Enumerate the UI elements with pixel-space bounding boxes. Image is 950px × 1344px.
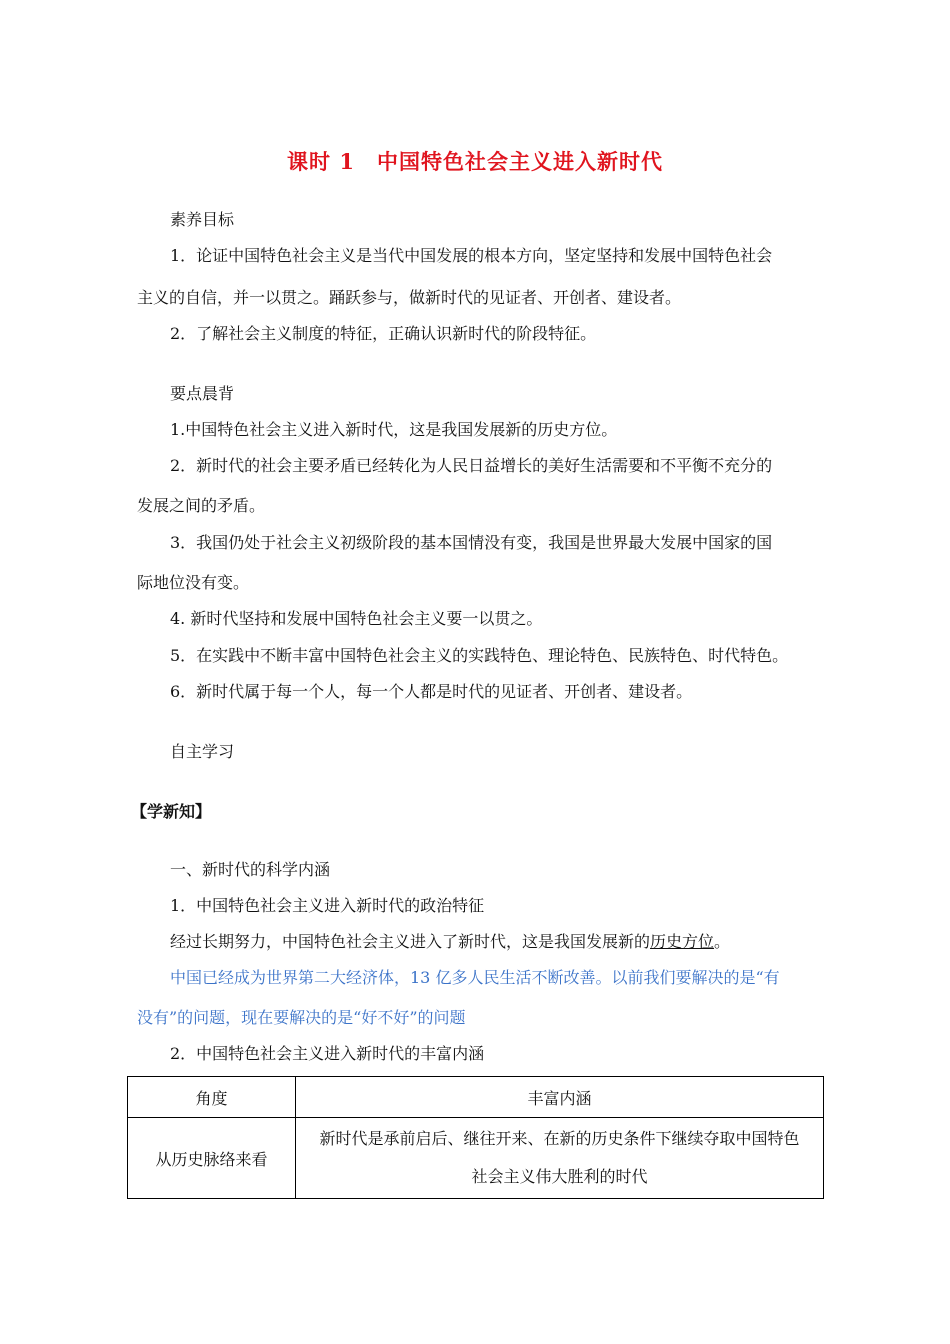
table-cell-meaning-line-2: 社会主义伟大胜利的时代 <box>471 1167 648 1186</box>
section-1-text-pre: 经过长期努力，中国特色社会主义进入了新时代，这是我国发展新的 <box>170 932 651 951</box>
key-point-1: 1.中国特色社会主义进入新时代，这是我国发展新的历史方位。 <box>170 420 618 439</box>
learn-new-knowledge-heading: 【学新知】 <box>131 802 212 821</box>
table-header-meaning: 丰富内涵 <box>296 1077 824 1118</box>
key-point-6: 6．新时代属于每一个人，每一个人都是时代的见证者、开创者、建设者。 <box>170 682 693 701</box>
section-1-text-post: 。 <box>714 932 731 951</box>
table-cell-meaning-line-1: 新时代是承前启后、继往开来、在新的历史条件下继续夺取中国特色 <box>319 1129 800 1148</box>
goals-item-1-line-1: 1．论证中国特色社会主义是当代中国发展的根本方向，坚定坚持和发展中国特色社会 <box>170 246 773 265</box>
table-header-aspect: 角度 <box>128 1077 296 1118</box>
note-line-2: 没有”的问题，现在要解决的是“好不好”的问题 <box>137 1008 466 1027</box>
key-point-2-line-2: 发展之间的矛盾。 <box>137 496 266 515</box>
table-cell-aspect: 从历史脉络来看 <box>128 1118 296 1199</box>
table-row <box>128 1118 824 1199</box>
key-point-4: 4. 新时代坚持和发展中国特色社会主义要一以贯之。 <box>170 609 543 628</box>
self-study-heading: 自主学习 <box>170 742 235 761</box>
section-1-item-1: 1．中国特色社会主义进入新时代的政治特征 <box>170 896 485 915</box>
key-point-3-line-2: 际地位没有变。 <box>137 573 250 592</box>
section-1-text <box>170 932 730 952</box>
key-point-3-line-1: 3．我国仍处于社会主义初级阶段的基本国情没有变，我国是世界最大发展中国家的国 <box>170 533 773 552</box>
table-header-row <box>128 1077 824 1118</box>
note-line-1: 中国已经成为世界第二大经济体，13 亿多人民生活不断改善。以前我们要解决的是“有 <box>170 968 780 987</box>
key-points-heading: 要点晨背 <box>170 384 235 403</box>
goals-item-1-line-2: 主义的自信，并一以贯之。踊跃参与，做新时代的见证者、开创者、建设者。 <box>137 288 682 307</box>
page-title: 课时 1 中国特色社会主义进入新时代 <box>287 149 663 174</box>
section-1-item-2: 2．中国特色社会主义进入新时代的丰富内涵 <box>170 1044 485 1063</box>
goals-heading: 素养目标 <box>170 210 235 229</box>
key-point-5: 5．在实践中不断丰富中国特色社会主义的实践特色、理论特色、民族特色、时代特色。 <box>170 646 789 665</box>
goals-item-2: 2．了解社会主义制度的特征，正确认识新时代的阶段特征。 <box>170 324 597 343</box>
table-cell-meaning <box>296 1118 824 1199</box>
historical-position-term: 历史方位 <box>650 932 715 951</box>
section-1-heading: 一、新时代的科学内涵 <box>170 860 331 879</box>
key-point-2-line-1: 2．新时代的社会主要矛盾已经转化为人民日益增长的美好生活需要和不平衡不充分的 <box>170 456 773 475</box>
rich-connotation-table <box>127 1076 824 1199</box>
